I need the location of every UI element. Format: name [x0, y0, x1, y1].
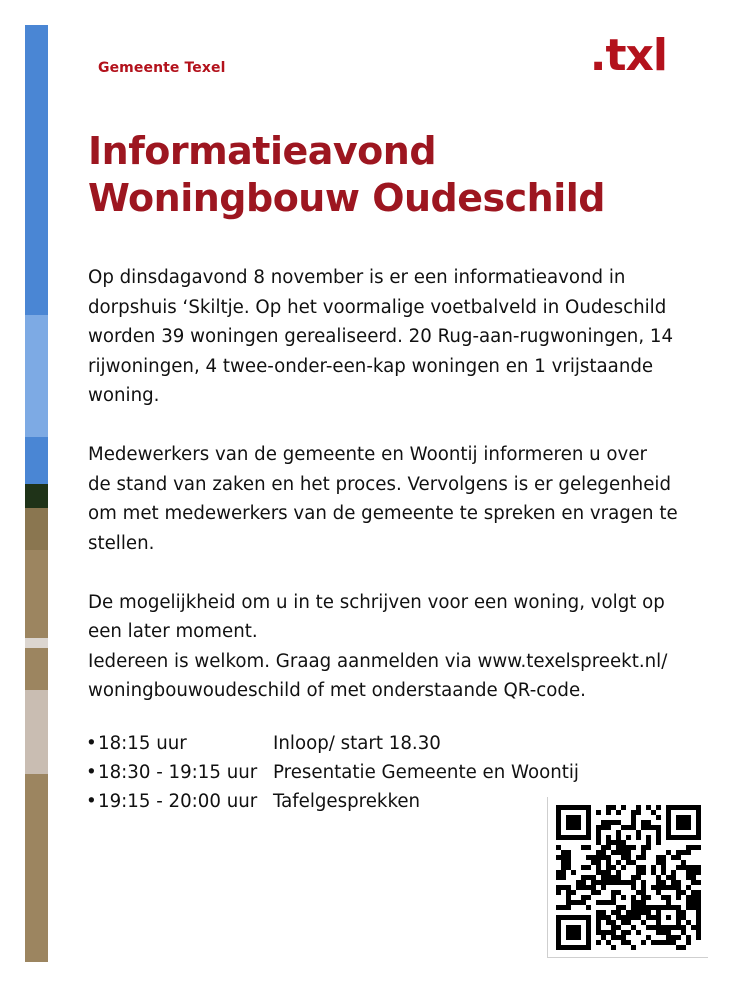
txl-logo: .txl [589, 30, 667, 81]
text-line: woning. [88, 385, 160, 406]
stripe-segment-tan-3 [25, 774, 48, 962]
schedule-activity: Tafelgesprekken [273, 791, 421, 812]
stripe-segment-light-gray [25, 638, 48, 648]
text-line: de stand van zaken en het proces. Vervolgens is er gelegenheid [88, 473, 671, 495]
paragraph-staff [88, 440, 708, 558]
schedule-list [86, 729, 579, 816]
schedule-activity: Inloop/ start 18.30 [273, 733, 441, 754]
schedule-item [86, 758, 579, 787]
paragraph-registration [88, 588, 708, 647]
schedule-item [86, 787, 579, 816]
text-line: een later moment. [88, 621, 258, 642]
stripe-segment-tan-2 [25, 648, 48, 690]
paragraph-intro [88, 263, 708, 411]
schedule-item [86, 729, 579, 758]
text-line: dorpshuis ‘Skiltje. Op het voormalige voetbalveld in Oudeschild [88, 296, 667, 318]
stripe-segment-beige [25, 690, 48, 774]
stripe-segment-light-blue [25, 315, 48, 437]
stripe-segment-brown [25, 508, 48, 550]
text-line: worden 39 woningen gerealiseerd. 20 Rug-aan-rugwoningen, 14 [88, 326, 674, 347]
stripe-segment-blue [25, 25, 48, 315]
body-text [88, 263, 708, 735]
text-line: om met medewerkers van de gemeente te spreken en vragen te [88, 503, 678, 524]
schedule-time: 18:30 - 19:15 uur [98, 762, 258, 783]
schedule-activity: Presentatie Gemeente en Woontij [273, 762, 579, 783]
text-line: woningbouwoudeschild of met onderstaande QR-code. [88, 680, 586, 701]
text-line-link[interactable]: Iedereen is welkom. Graag aanmelden via www.texelspreekt.nl/ [88, 650, 668, 672]
text-line: stellen. [88, 532, 155, 554]
bullet-icon: • [86, 762, 97, 783]
stripe-segment-tan [25, 550, 48, 638]
text-line: rijwoningen, 4 twee-onder-een-kap woningen en 1 vrijstaande [88, 355, 654, 377]
schedule-time: 19:15 - 20:00 uur [98, 791, 258, 812]
text-line: Op dinsdagavond 8 november is er een informatieavond in [88, 267, 626, 288]
stripe-segment-dark-green [25, 484, 48, 508]
paragraph-welcome [88, 647, 708, 706]
text-line: De mogelijkheid om u in te schrijven voor een woning, volgt op [88, 591, 665, 613]
stripe-segment-blue-2 [25, 437, 48, 484]
title-line-2: Woningbouw Oudeschild [88, 176, 605, 220]
page-title [88, 128, 605, 222]
bullet-icon: • [86, 733, 97, 754]
bullet-icon: • [86, 791, 97, 812]
qr-code[interactable] [547, 797, 708, 958]
schedule-time: 18:15 uur [98, 733, 187, 754]
title-line-1: Informatieavond [88, 129, 437, 173]
organization-name: Gemeente Texel [98, 60, 226, 76]
text-line: Medewerkers van de gemeente en Woontij informeren u over [88, 444, 647, 465]
qr-code-icon [556, 805, 701, 950]
